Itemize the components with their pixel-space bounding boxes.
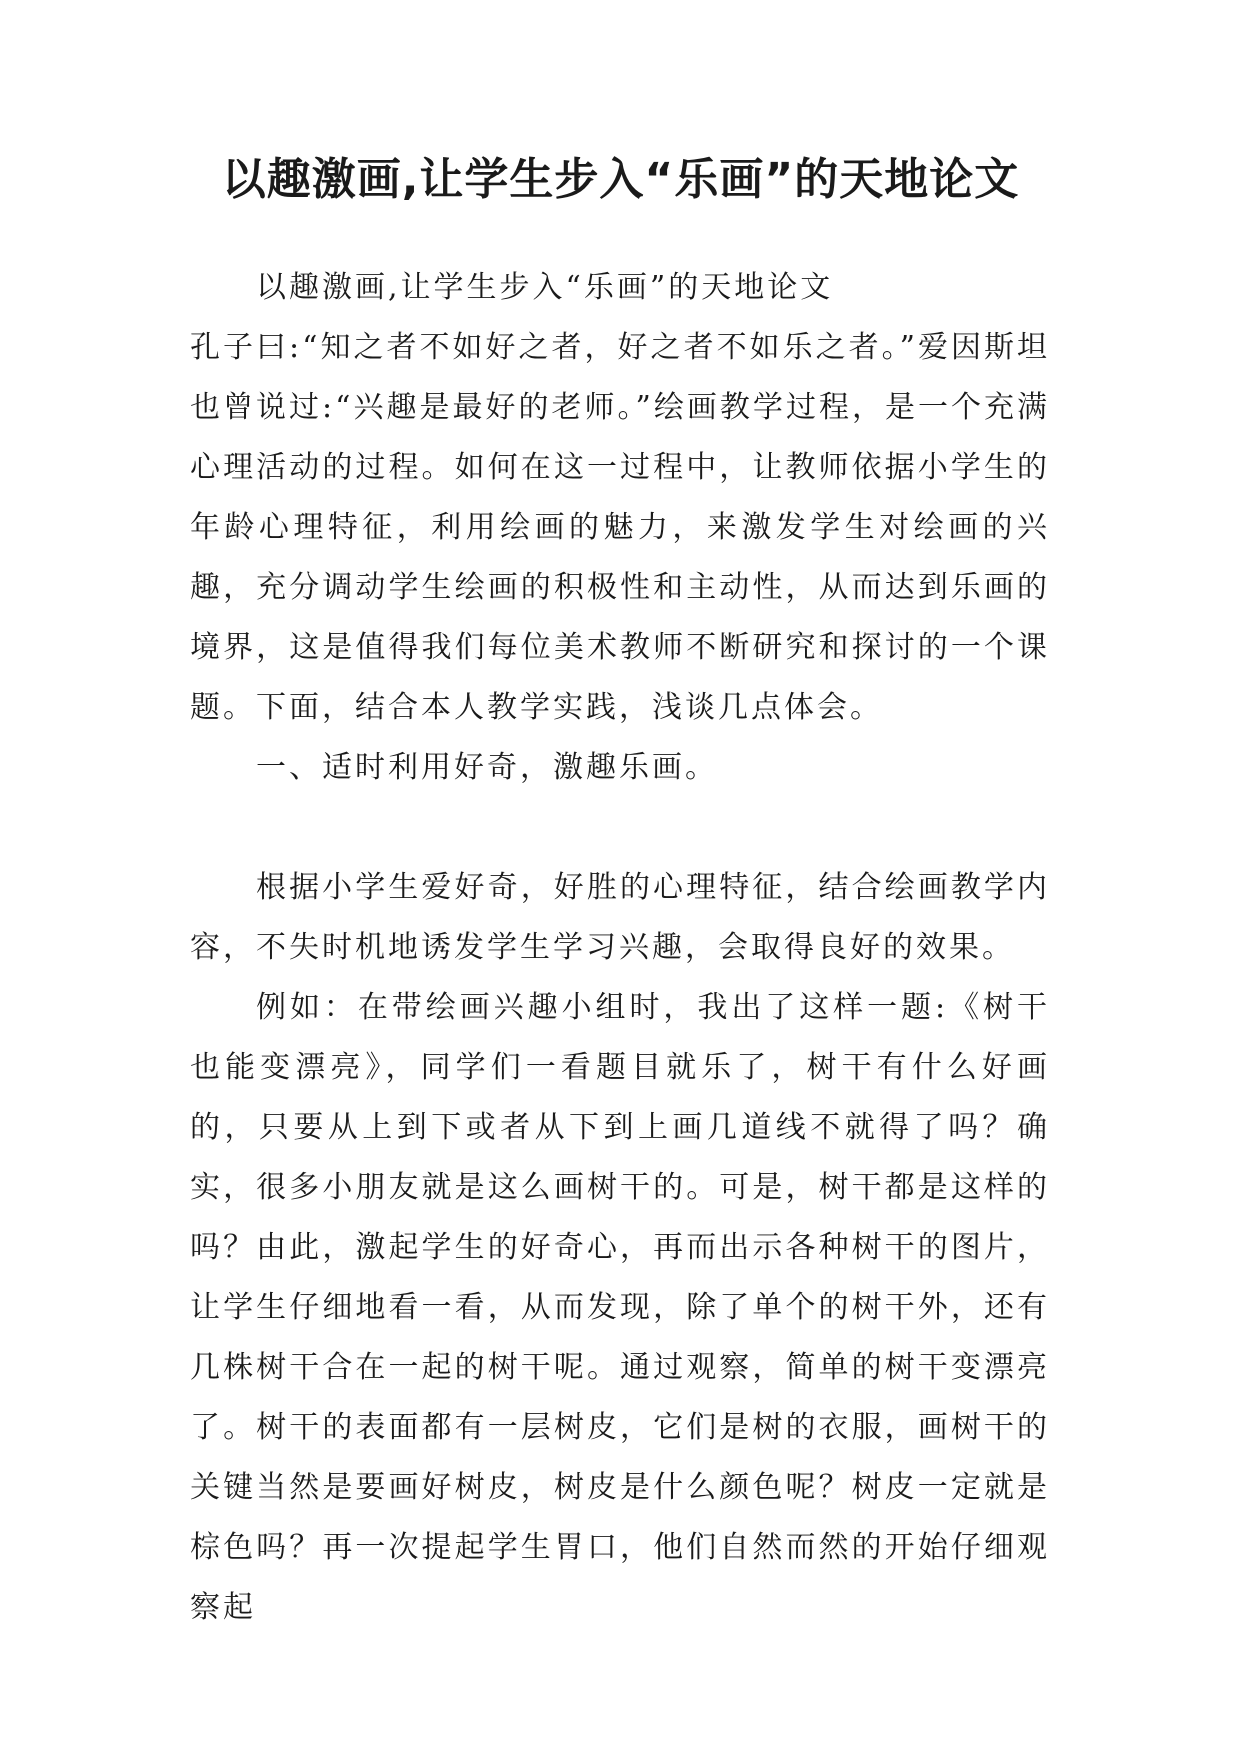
document-title: 以趣激画,让学生步入“乐画”的天地论文 [221, 154, 1020, 205]
paragraph-spacer [190, 798, 1050, 858]
paragraph-example: 例如：在带绘画兴趣小组时，我出了这样一题:《树干也能变漂亮》，同学们一看题目就乐了，树干有什么好画的，只要从上到下或者从下到上画几道线不就得了吗？确实，很多小朋友就是这么画树干的。可是，树干都是这样的吗？由此，激起学生的好奇心，再而出示各种树干的图片，让学生仔细地看一看，从而发现，除了单个的树干外，还有几株树干合在一起的树干呢。通过观察，简单的树干变漂亮了。树干的表面都有一层树皮，它们是树的衣服，画树干的关键当然是要画好树皮，树皮是什么颜色呢？树皮一定就是棕色吗？再一次提起学生胃口，他们自然而然的开始仔细观察起 [190, 990, 1050, 1625]
section-heading-1: 一、适时利用好奇，激趣乐画。 [256, 750, 718, 785]
paragraph-intro: 孔子曰:“知之者不如好之者，好之者不如乐之者。”爱因斯坦也曾说过:“兴趣是最好的老师。”绘画教学过程，是一个充满心理活动的过程。如何在这一过程中，让教师依据小学生的年龄心理特征，利用绘画的魅力，来激发学生对绘画的兴趣，充分调动学生绘画的积极性和主动性，从而达到乐画的境界，这是值得我们每位美术教师不断研究和探讨的一个课题。下面，结合本人教学实践，浅谈几点体会。 [190, 330, 1050, 725]
paragraph-subtitle: 以趣激画,让学生步入“乐画”的天地论文 [256, 270, 834, 305]
document-body [190, 258, 1050, 1638]
paragraph-curiosity: 根据小学生爱好奇，好胜的心理特征，结合绘画教学内容，不失时机地诱发学生学习兴趣，会取得良好的效果。 [190, 870, 1050, 965]
